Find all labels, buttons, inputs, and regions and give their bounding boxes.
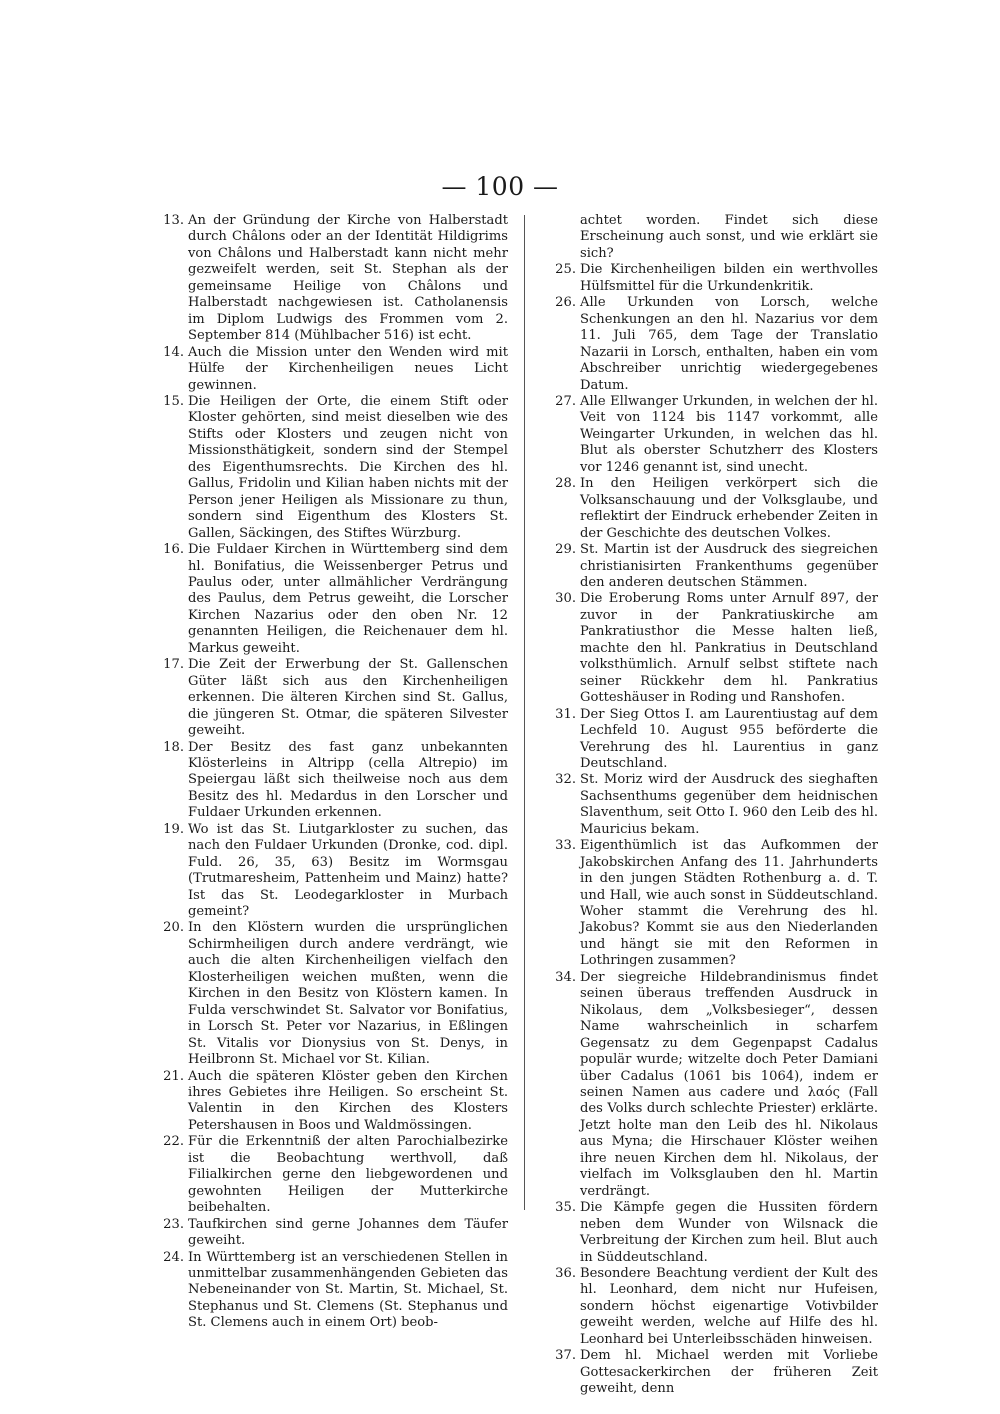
entry-text: In den Heiligen verkörpert sich die Volksanschauung und der Volksglaube, und reflektirt der Eindruck erhebender Zeiten in der Geschichte des deutschen Volkes. (580, 476, 878, 541)
left-column (150, 213, 508, 1332)
entry-text: Alle Ellwanger Urkunden, in welchen der hl. Veit von 1124 bis 1147 vorkommt, alle Weingarter Urkunden, in welchen das hl. Blut als oberster Schutzherr des Klosters vor 1246 genannt ist, sind unecht. (580, 393, 878, 475)
numbered-entry (542, 262, 878, 295)
entry-text: Auch die späteren Klöster geben den Kirchen ihres Gebietes ihre Heiligen. So erscheint St. Valentin in den Kirchen des Klosters Petershausen in Boos und Waldmössingen. (188, 1068, 508, 1133)
entry-number: 16. (163, 542, 184, 558)
entry-number: 32. (555, 772, 576, 788)
entry-text: Eigenthümlich ist das Aufkommen der Jakobskirchen Anfang des 11. Jahrhunderts in den jungen Städten Rothenburg a. d. T. und Hall, wie auch sonst in Süddeutschland. Woher stammt die Verehrung des hl. Jakobus? Kommt sie aus den Niederlanden und hängt sie mit den Reformen in Lothringen zusammen? (580, 838, 878, 969)
numbered-entry (542, 1266, 878, 1348)
entry-text: Der Sieg Ottos I. am Laurentiustag auf dem Lechfeld 10. August 955 beförderte die Verehrung des hl. Laurentius in ganz Deutschland. (580, 706, 878, 771)
entry-number: 29. (555, 542, 576, 558)
entry-number: 21. (163, 1068, 184, 1084)
entry-number: 30. (555, 591, 576, 607)
entry-number: 17. (163, 657, 184, 673)
entry-text: In Württemberg ist an verschiedenen Stellen in unmittelbar zusammenhängenden Gebieten das Nebeneinander von St. Martin, St. Michael, St. Stephanus und St. Clemens (St. Stephanus und St. Clemens auch in einem Ort) beob- (188, 1249, 508, 1331)
numbered-entry (542, 394, 878, 476)
entry-number: 22. (163, 1134, 184, 1150)
entry-number: 25. (555, 262, 576, 278)
numbered-entry (150, 1250, 508, 1332)
numbered-entry (150, 1134, 508, 1216)
entry-text: St. Martin ist der Ausdruck des siegreichen christianisirten Frankenthums gegenüber den anderen deutschen Stämmen. (580, 542, 878, 590)
numbered-entry (150, 1069, 508, 1135)
entry-text: Die Eroberung Roms unter Arnulf 897, der zuvor in der Pankratiuskirche am Pankratiusthor die Messe halten ließ, machte den hl. Pankratius in Deutschland volksthümlich. Arnulf selbst stiftete nach seiner Rückkehr dem hl. Pankratius Gotteshäuser in Roding und Ranshofen. (580, 591, 878, 706)
numbered-entry (150, 394, 508, 542)
numbered-entry (150, 542, 508, 657)
entry-text: Der Besitz des fast ganz unbekannten Klösterleins in Altripp (cella Altrepio) im Speiergau läßt sich theilweise noch aus dem Besitz des hl. Medardus in den Lorscher und Fuldaer Urkunden erkennen. (188, 739, 508, 821)
entry-text: Besondere Beachtung verdient der Kult des hl. Leonhard, dem nicht nur Hufeisen, sondern höchst eigenartige Votivbilder geweiht werden, welche auf Hilfe des hl. Leonhard bei Unterleibsschäden hinweisen. (580, 1266, 878, 1347)
entry-text: Alle Urkunden von Lorsch, welche Schenkungen an den hl. Nazarius vor dem 11. Juli 765, dem Tage der Translatio Nazarii in Lorsch, enthalten, haben ein vom Abschreiber unrichtig wiedergegebenes Datum. (580, 295, 878, 393)
numbered-entry (150, 740, 508, 822)
entry-text: Die Kämpfe gegen die Hussiten fördern neben dem Wunder von Wilsnack die Verbreitung der Kirchen zum heil. Blut auch in Süddeutschland. (580, 1200, 878, 1265)
numbered-entry (150, 822, 508, 921)
entry-text: Die Kirchenheiligen bilden ein werthvolles Hülfsmittel für die Urkundenkritik. (580, 262, 878, 294)
numbered-entry (150, 213, 508, 345)
entry-number: 37. (555, 1348, 576, 1364)
entry-number: 28. (555, 476, 576, 492)
entry-number: 19. (163, 821, 184, 837)
entry-number: 26. (555, 295, 576, 311)
entry-text: St. Moriz wird der Ausdruck des sieghaften Sachsenthums gegenüber dem heidnischen Slaventhum, seit Otto I. 960 den Leib des hl. Mauricius bekam. (580, 772, 878, 837)
entry-text: Die Fuldaer Kirchen in Württemberg sind dem hl. Bonifatius, die Weissenberger Petrus und Paulus oder, unter allmählicher Verdrängung des Paulus, dem Petrus geweiht, die Lorscher Kirchen Nazarius oder den oben Nr. 12 genannten Heiligen, die Reichenauer dem hl. Markus geweiht. (188, 542, 508, 656)
numbered-entry (542, 970, 878, 1200)
entry-text: Für die Erkenntniß der alten Parochialbezirke ist die Beobachtung werthvoll, daß Filialkirchen gerne den liebgewordenen und gewohnten Heiligen der Mutterkirche beibehalten. (188, 1134, 508, 1216)
entry-text: Taufkirchen sind gerne Johannes dem Täufer geweiht. (188, 1216, 508, 1249)
numbered-entry (542, 1200, 878, 1266)
numbered-entry (542, 1348, 878, 1397)
numbered-entry (150, 920, 508, 1068)
column-divider (524, 215, 525, 1210)
entry-text: Wo ist das St. Liutgarkloster zu suchen, das nach den Fuldaer Urkunden (Dronke, cod. dipl. Fuld. 26, 35, 63) Besitz im Wormsgau (Trutmaresheim, Pattenheim und Mainz) hatte? Ist das St. Leodegarkloster in Murbach gemeint? (188, 821, 508, 920)
entry-number: 18. (163, 739, 184, 755)
entry-number: 14. (163, 344, 184, 360)
numbered-entry (542, 295, 878, 394)
numbered-entry (542, 772, 878, 838)
entry-number: 13. (163, 213, 184, 228)
entry-number: 27. (555, 393, 576, 409)
entry-number: 15. (163, 393, 184, 409)
page-number: — 100 — (441, 172, 559, 201)
entry-number: 35. (555, 1200, 576, 1216)
continued-paragraph: achtet worden. Findet sich diese Erscheinung auch sonst, und wie erklärt sie sich? (580, 213, 878, 261)
right-column (542, 213, 878, 1398)
numbered-entry (542, 707, 878, 773)
entry-number: 20. (163, 920, 184, 936)
entry-text: In den Klöstern wurden die ursprünglichen Schirmheiligen durch andere verdrängt, wie auch die alten Kirchenheiligen vielfach den Klosterheiligen weichen mußten, wenn die Kirchen in den Besitz von Klöstern kamen. In Fulda verschwindet St. Salvator vor Bonifatius, in Lorsch St. Peter vor Nazarius, in Eßlingen St. Vitalis vor Dionysius von St. Denys, in Heilbronn St. Michael vor St. Kilian. (188, 920, 508, 1068)
numbered-entry (542, 542, 878, 591)
entry-text: An der Gründung der Kirche von Halberstadt durch Châlons oder an der Identität Hildigrims von Châlons und Halberstadt kann nicht mehr gezweifelt werden, seit St. Stephan als der gemeinsame Heilige von Châlons und Halberstadt nachgewiesen ist. Catholanensis im Diplom Ludwigs des Frommen vom 2. September 814 (Mühlbacher 516) ist echt. (188, 213, 508, 344)
entry-text: Dem hl. Michael werden mit Vorliebe Gottesackerkirchen der früheren Zeit geweiht, denn (580, 1348, 878, 1397)
entry-number: 31. (555, 706, 576, 722)
numbered-entry (150, 345, 508, 394)
entry-number: 33. (555, 838, 576, 854)
entry-text: Auch die Mission unter den Wenden wird mit Hülfe der Kirchenheiligen neues Licht gewinnen. (188, 344, 508, 393)
numbered-entry (542, 838, 878, 970)
numbered-entry (150, 657, 508, 739)
numbered-entry (150, 1217, 508, 1250)
entry-text: Der siegreiche Hildebrandinismus findet seinen überaus treffenden Ausdruck in Nikolaus, dem „Volksbesieger“, dessen Name wahrscheinlich in scharfem Gegensatz zu dem Gegenpapst Cadalus populär wurde; witzelte doch Peter Damiani über Cadalus (1061 bis 1064), indem er seinen Namen aus cadere und λαός (Fall des Volks durch schlechte Priester) erklärte. Jetzt holte man den Leib des hl. Nikolaus aus Myna; die Hirschauer Klöster weihen ihre neuen Kirchen dem hl. Nikolaus, der vielfach im Volksglauben den hl. Martin verdrängt. (580, 969, 878, 1199)
entry-text: Die Heiligen der Orte, die einem Stift oder Kloster gehörten, sind meist dieselben wie des Stifts oder Klosters und zeugen nicht von Missionsthätigkeit, sondern sind der Stempel des Eigenthumsrechts. Die Kirchen des hl. Gallus, Fridolin und Kilian haben nichts mit der Person jener Heiligen als Missionare zu thun, sondern sind Eigenthum des Klosters St. Gallen, Säckingen, des Stiftes Würzburg. (188, 393, 508, 541)
entry-number: 34. (555, 969, 576, 985)
entry-number: 23. (163, 1216, 184, 1232)
entry-text: Die Zeit der Erwerbung der St. Gallenschen Güter läßt sich aus den Kirchenheiligen erkennen. Die älteren Kirchen sind St. Gallus, die jüngeren St. Otmar, die späteren Silvester geweiht. (188, 657, 508, 739)
numbered-entry (542, 476, 878, 542)
numbered-entry (542, 591, 878, 706)
entry-number: 24. (163, 1249, 184, 1265)
entry-number: 36. (555, 1266, 576, 1281)
